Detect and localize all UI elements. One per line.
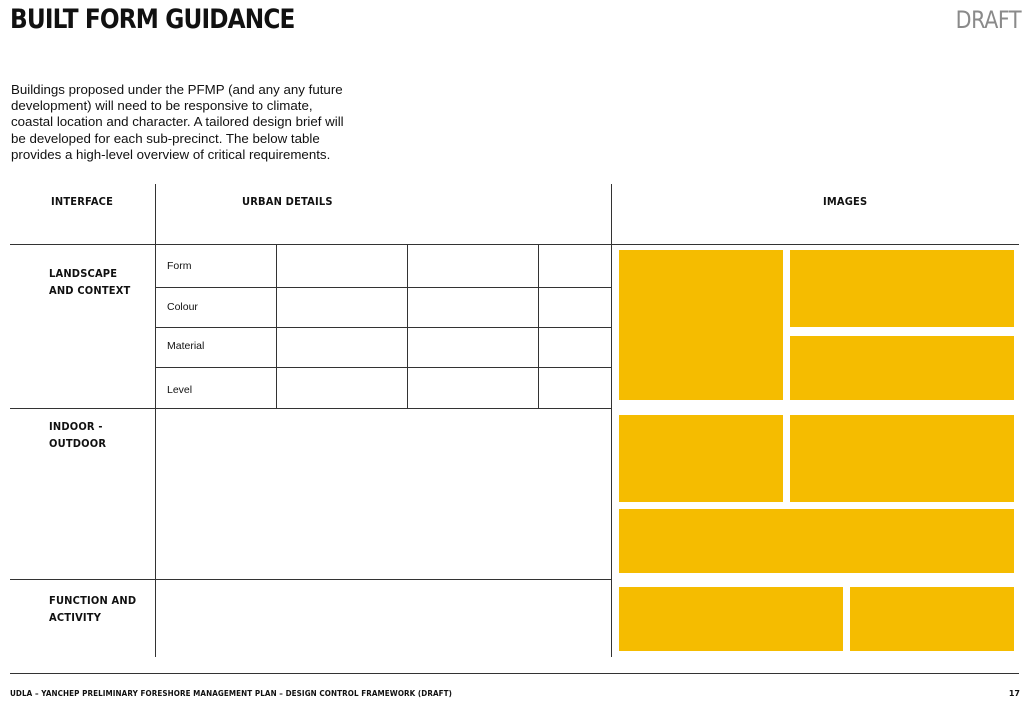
image-placeholder: [790, 415, 1014, 502]
image-placeholder: [790, 336, 1014, 400]
divider-row-1: [10, 408, 612, 409]
header-urban-details: URBAN DETAILS: [242, 195, 333, 208]
row-label-landscape: LANDSCAPE AND CONTEXT: [49, 267, 131, 297]
intro-paragraph: Buildings proposed under the PFMP (and any any future development) will need to be responsive to climate, coastal location and character. A tailored design brief will be developed for each sub-precinct. The below table provides a high-level overview of critical requirements.: [11, 82, 344, 162]
image-placeholder: [619, 587, 843, 651]
detail-form: Form: [167, 260, 192, 272]
subgrid-line: [276, 244, 277, 408]
subgrid-line: [155, 327, 612, 328]
image-placeholder: [619, 415, 783, 502]
subgrid-line: [538, 244, 539, 408]
subgrid-line: [155, 367, 612, 368]
detail-level: Level: [167, 384, 193, 396]
image-placeholder: [619, 250, 783, 400]
image-placeholder: [790, 250, 1014, 327]
row-label-indoor-outdoor: INDOOR - OUTDOOR: [49, 420, 107, 450]
divider-interface: [155, 184, 156, 657]
draft-label: DRAFT: [955, 6, 1021, 34]
page-title: BUILT FORM GUIDANCE: [10, 4, 295, 35]
divider-images: [611, 184, 612, 657]
footer-rule: [10, 673, 1019, 674]
image-placeholder: [619, 509, 1014, 573]
subgrid-line: [155, 287, 612, 288]
divider-header-row: [10, 244, 1019, 245]
header-interface: INTERFACE: [51, 195, 114, 208]
row-label-function: FUNCTION AND ACTIVITY: [49, 594, 137, 624]
detail-material: Material: [167, 340, 205, 352]
image-placeholder: [850, 587, 1014, 651]
detail-colour: Colour: [167, 301, 198, 313]
page-number: 17: [1008, 689, 1020, 698]
header-images: IMAGES: [823, 195, 868, 208]
divider-row-2: [10, 579, 612, 580]
footer-text: UDLA – YANCHEP PRELIMINARY FORESHORE MANAGEMENT PLAN – DESIGN CONTROL FRAMEWORK (DRAFT): [10, 689, 453, 698]
subgrid-line: [407, 244, 408, 408]
